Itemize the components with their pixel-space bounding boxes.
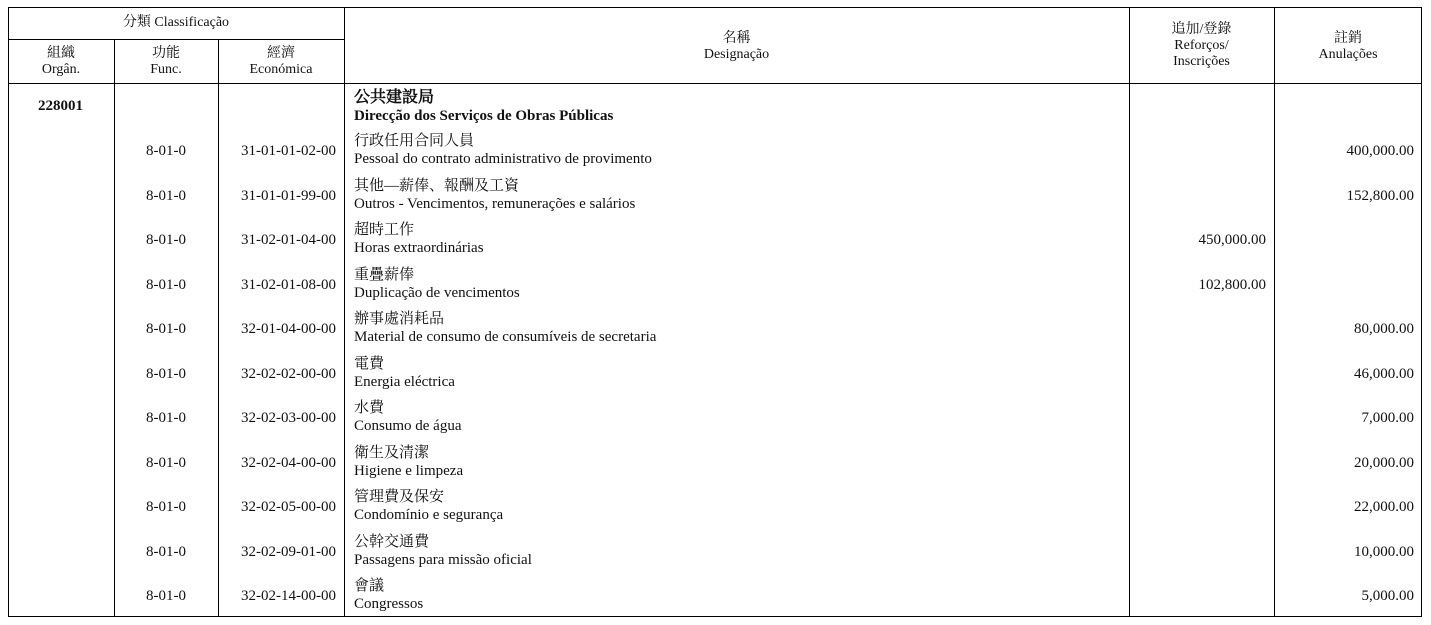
row-designacao bbox=[354, 266, 520, 302]
entity-name bbox=[354, 89, 613, 125]
row-economica: 32-02-02-00-00 bbox=[241, 365, 336, 382]
row-designacao bbox=[354, 221, 484, 257]
row-designacao-zh: 辦事處消耗品 bbox=[354, 311, 445, 327]
row-anulacao: 10,000.00 bbox=[1354, 543, 1414, 560]
entity-name-pt: Direcção dos Serviços de Obras Públicas bbox=[354, 108, 614, 124]
row-economica: 32-01-04-00-00 bbox=[241, 321, 336, 337]
header-reforcos bbox=[1129, 22, 1274, 70]
row-economica: 31-02-01-04-00 bbox=[241, 232, 336, 248]
row-anulacao: 80,000.00 bbox=[1354, 321, 1414, 337]
header-economica-zh: 經濟 bbox=[267, 46, 295, 61]
header-anulacoes-zh: 註銷 bbox=[1334, 31, 1362, 46]
row-funcional: 8-01-0 bbox=[146, 276, 186, 293]
row-designacao-pt: Duplicação de vencimentos bbox=[354, 284, 520, 301]
row-anulacao: 46,000.00 bbox=[1354, 365, 1414, 382]
header-organica bbox=[8, 46, 114, 78]
row-designacao bbox=[354, 355, 455, 391]
row-economica: 31-02-01-08-00 bbox=[241, 276, 336, 293]
row-designacao-pt: Condomínio e segurança bbox=[354, 507, 504, 523]
row-designacao-pt: Passagens para missão oficial bbox=[354, 551, 532, 568]
col-divider-economica bbox=[344, 7, 345, 617]
row-anulacao: 5,000.00 bbox=[1361, 588, 1414, 604]
row-designacao bbox=[354, 444, 463, 480]
row-economica: 32-02-05-00-00 bbox=[241, 499, 336, 515]
row-designacao-zh: 管理費及保安 bbox=[354, 489, 445, 505]
row-designacao bbox=[354, 132, 652, 168]
row-designacao-pt: Energia eléctrica bbox=[354, 373, 455, 390]
row-designacao-pt: Outros - Vencimentos, remunerações e salários bbox=[354, 195, 636, 212]
row-designacao bbox=[354, 310, 656, 346]
entity-code: 228001 bbox=[38, 98, 83, 114]
header-organica-zh: 組織 bbox=[47, 46, 75, 61]
row-designacao-zh: 水費 bbox=[354, 400, 385, 416]
row-economica: 32-02-14-00-00 bbox=[241, 588, 336, 604]
row-funcional: 8-01-0 bbox=[146, 187, 186, 204]
row-designacao-zh: 會議 bbox=[354, 578, 385, 594]
header-anulacoes-pt: Anulações bbox=[1318, 47, 1378, 62]
row-reforco: 102,800.00 bbox=[1198, 276, 1266, 293]
header-designacao bbox=[344, 31, 1129, 63]
row-designacao-zh: 公幹交通費 bbox=[354, 533, 430, 550]
row-designacao bbox=[354, 488, 503, 524]
row-economica: 32-02-09-01-00 bbox=[241, 543, 336, 560]
row-economica: 31-01-01-99-00 bbox=[241, 187, 336, 204]
row-funcional: 8-01-0 bbox=[146, 454, 186, 471]
row-designacao bbox=[354, 399, 461, 435]
row-economica: 31-01-01-02-00 bbox=[241, 143, 336, 159]
row-designacao-zh: 行政任用合同人員 bbox=[354, 133, 475, 149]
row-designacao-pt: Pessoal do contrato administrativo de provimento bbox=[354, 151, 652, 167]
row-anulacao: 22,000.00 bbox=[1354, 499, 1414, 515]
row-funcional: 8-01-0 bbox=[146, 588, 186, 604]
row-designacao-zh: 其他—薪俸、報酬及工資 bbox=[354, 177, 520, 194]
header-reforcos-zh: 追加/登錄 bbox=[1171, 22, 1232, 37]
row-funcional: 8-01-0 bbox=[146, 321, 186, 337]
row-funcional: 8-01-0 bbox=[146, 543, 186, 560]
header-reforcos-pt2: Inscrições bbox=[1173, 54, 1230, 69]
row-funcional: 8-01-0 bbox=[146, 143, 186, 159]
header-reforcos-pt1: Reforços/ bbox=[1174, 38, 1229, 53]
row-designacao-pt: Consumo de água bbox=[354, 418, 462, 434]
row-funcional: 8-01-0 bbox=[146, 365, 186, 382]
header-funcional bbox=[114, 46, 218, 78]
header-bottom-line bbox=[8, 83, 1422, 84]
header-anulacoes bbox=[1274, 31, 1422, 63]
header-funcional-zh: 功能 bbox=[152, 46, 180, 61]
row-funcional: 8-01-0 bbox=[146, 232, 186, 248]
header-funcional-pt: Func. bbox=[150, 62, 182, 77]
budget-table bbox=[8, 7, 1422, 617]
row-designacao-zh: 重疊薪俸 bbox=[354, 266, 415, 283]
header-designacao-zh: 名稱 bbox=[722, 31, 751, 46]
row-economica: 32-02-04-00-00 bbox=[241, 454, 336, 471]
row-designacao-pt: Higiene e limpeza bbox=[354, 462, 464, 479]
col-divider-designacao bbox=[1129, 7, 1130, 617]
row-designacao bbox=[354, 577, 423, 613]
row-anulacao: 20,000.00 bbox=[1354, 454, 1414, 471]
header-designacao-pt: Designação bbox=[703, 47, 770, 62]
header-organica-pt: Orgân. bbox=[41, 62, 81, 77]
header-classificacao-label: 分類 Classificação bbox=[122, 15, 230, 30]
row-designacao-pt: Congressos bbox=[354, 596, 424, 612]
row-designacao-zh: 電費 bbox=[354, 355, 385, 372]
row-economica: 32-02-03-00-00 bbox=[241, 410, 336, 426]
header-economica-pt: Económica bbox=[249, 62, 313, 77]
row-designacao-pt: Material de consumo de consumíveis de secretaria bbox=[354, 329, 657, 345]
row-anulacao: 400,000.00 bbox=[1346, 143, 1414, 159]
row-designacao bbox=[354, 177, 635, 213]
row-designacao-zh: 衛生及清潔 bbox=[354, 444, 430, 461]
entity-name-zh: 公共建設局 bbox=[354, 89, 435, 106]
row-anulacao: 152,800.00 bbox=[1346, 187, 1414, 204]
row-designacao-pt: Horas extraordinárias bbox=[354, 240, 484, 256]
row-anulacao: 7,000.00 bbox=[1361, 410, 1414, 426]
header-subdivider bbox=[8, 39, 344, 40]
row-reforco: 450,000.00 bbox=[1198, 232, 1266, 248]
row-designacao-zh: 超時工作 bbox=[354, 222, 415, 238]
row-designacao bbox=[354, 533, 532, 569]
header-classificacao bbox=[8, 15, 344, 31]
col-divider-reforcos bbox=[1274, 7, 1275, 617]
row-funcional: 8-01-0 bbox=[146, 499, 186, 515]
header-economica bbox=[218, 46, 344, 78]
row-funcional: 8-01-0 bbox=[146, 410, 186, 426]
